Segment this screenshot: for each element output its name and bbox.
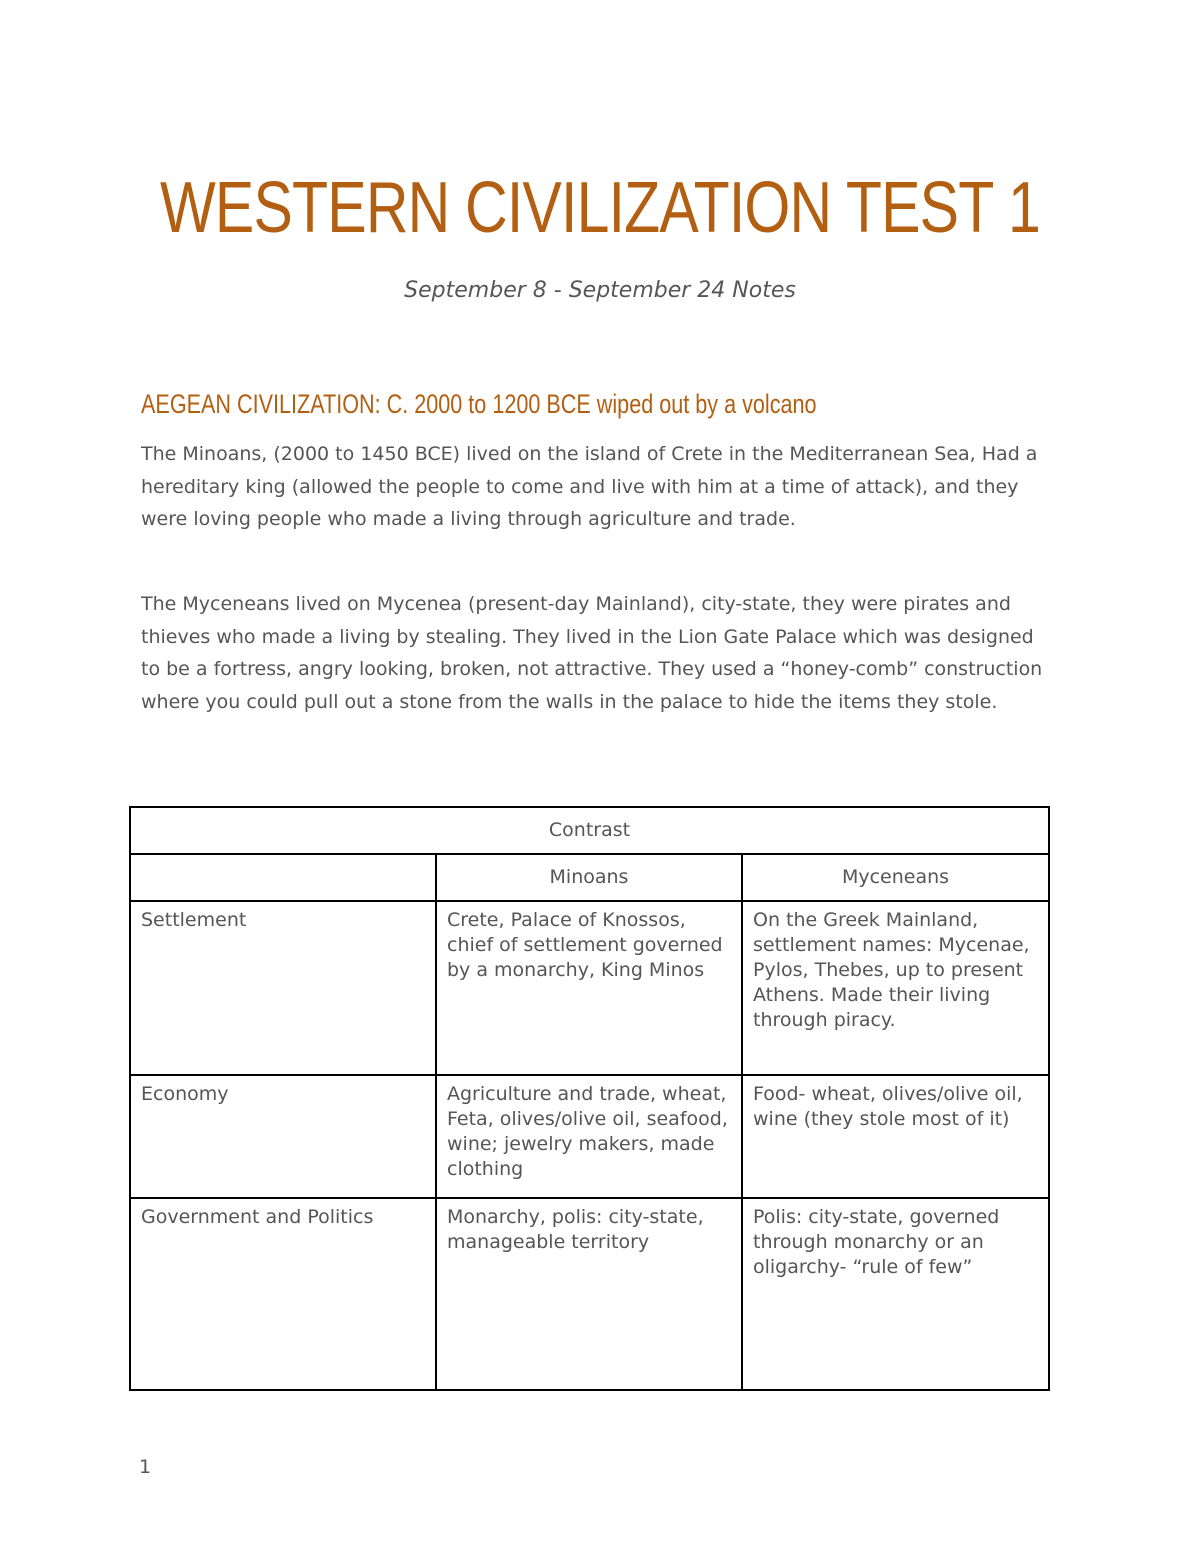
table-header-minoans: Minoans bbox=[436, 854, 742, 901]
cell-government-minoans: Monarchy, polis: city-state, manageable territory bbox=[436, 1198, 742, 1390]
cell-economy-minoans: Agriculture and trade, wheat, Feta, olives/olive oil, seafood, wine; jewelry makers, made clothing bbox=[436, 1075, 742, 1198]
cell-government-myceneans: Polis: city-state, governed through monarchy or an oligarchy- “rule of few” bbox=[742, 1198, 1049, 1390]
row-label-economy: Economy bbox=[130, 1075, 436, 1198]
row-label-settlement: Settlement bbox=[130, 901, 436, 1075]
section-heading: AEGEAN CIVILIZATION: C. 2000 to 1200 BCE wiped out by a volcano bbox=[141, 389, 817, 419]
table-header-myceneans: Myceneans bbox=[742, 854, 1049, 901]
document-subtitle: September 8 - September 24 Notes bbox=[404, 278, 796, 303]
table-header-cell-empty bbox=[130, 854, 436, 901]
table-row bbox=[130, 1198, 1049, 1390]
document-title: WESTERN CIVILIZATION TEST 1 bbox=[159, 168, 1041, 248]
table-header-row bbox=[130, 854, 1049, 901]
table-caption-row bbox=[130, 807, 1049, 854]
cell-settlement-minoans: Crete, Palace of Knossos, chief of settlement governed by a monarchy, King Minos bbox=[436, 901, 742, 1075]
row-label-government: Government and Politics bbox=[130, 1198, 436, 1390]
table-row bbox=[130, 901, 1049, 1075]
table-row bbox=[130, 1075, 1049, 1198]
paragraph-myceneans: The Myceneans lived on Mycenea (present-day Mainland), city-state, they were pirates and thieves who made a living by stealing. They lived in the Lion Gate Palace which was designed to be a fortress, angry looking, broken, not attractive. They used a “honey-comb” construction where you could pull out a stone from the walls in the palace to hide the items they stole. bbox=[141, 593, 1043, 713]
page-number: 1 bbox=[139, 1456, 152, 1478]
contrast-table bbox=[129, 806, 1050, 1391]
table-caption: Contrast bbox=[130, 807, 1049, 854]
paragraph-minoans: The Minoans, (2000 to 1450 BCE) lived on the island of Crete in the Mediterranean Sea, Had a hereditary king (allowed the people to come and live with him at a time of attack), and they were loving people who made a living through agriculture and trade. bbox=[141, 443, 1038, 531]
cell-settlement-myceneans: On the Greek Mainland, settlement names: Mycenae, Pylos, Thebes, up to present Athens. Made their living through piracy. bbox=[742, 901, 1049, 1075]
cell-economy-myceneans: Food- wheat, olives/olive oil, wine (they stole most of it) bbox=[742, 1075, 1049, 1198]
